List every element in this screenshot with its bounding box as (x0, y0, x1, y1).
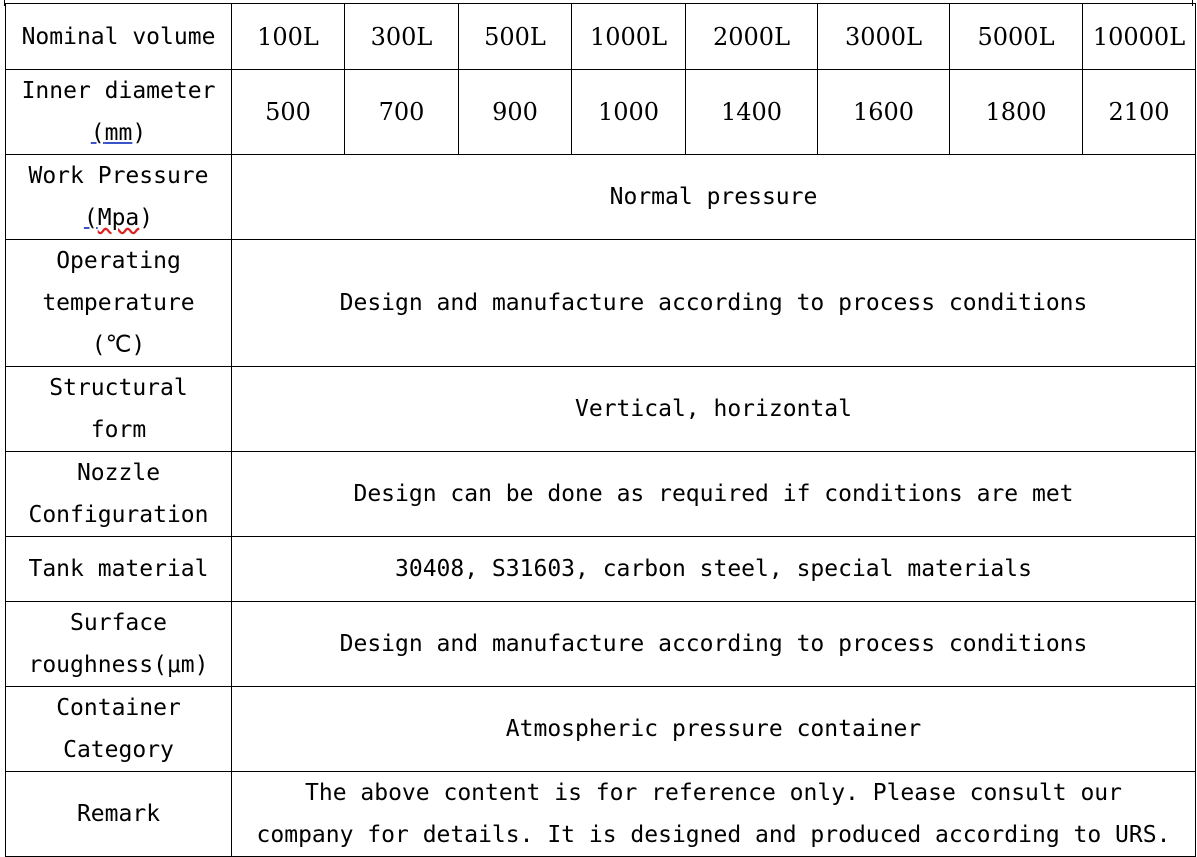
row-work-pressure (6, 155, 1196, 240)
row-surface-roughness (6, 602, 1196, 687)
volume-cell: 5000L (950, 4, 1083, 70)
value-surface-roughness: Design and manufacture according to process conditions (232, 602, 1196, 687)
volume-cell: 2000L (686, 4, 818, 70)
volume-cell: 100L (232, 4, 345, 70)
volume-cell: 1000L (572, 4, 686, 70)
label-work-pressure: Work Pressure (Mpa) (6, 155, 232, 240)
diameter-cell: 1400 (686, 70, 818, 155)
volume-cell: 300L (345, 4, 459, 70)
label-surface-roughness: Surface roughness(μm) (6, 602, 232, 687)
diameter-cell: 1600 (818, 70, 950, 155)
value-structural-form: Vertical, horizontal (232, 367, 1196, 452)
row-inner-diameter (6, 70, 1196, 155)
label-container-category: Container Category (6, 687, 232, 772)
row-tank-material (6, 537, 1196, 602)
diameter-cell: 900 (459, 70, 572, 155)
row-nominal-volume (6, 4, 1196, 70)
value-operating-temperature: Design and manufacture according to process conditions (232, 240, 1196, 367)
diameter-cell: 1000 (572, 70, 686, 155)
label-nozzle-configuration: Nozzle Configuration (6, 452, 232, 537)
value-container-category: Atmospheric pressure container (232, 687, 1196, 772)
label-operating-temperature: Operating temperature (℃) (6, 240, 232, 367)
value-work-pressure: Normal pressure (232, 155, 1196, 240)
diameter-cell: 1800 (950, 70, 1083, 155)
label-structural-form: Structural form (6, 367, 232, 452)
volume-cell: 500L (459, 4, 572, 70)
diameter-cell: 2100 (1083, 70, 1196, 155)
row-operating-temperature (6, 240, 1196, 367)
value-nozzle-configuration: Design can be done as required if conditions are met (232, 452, 1196, 537)
row-nozzle-configuration (6, 452, 1196, 537)
row-structural-form (6, 367, 1196, 452)
label-inner-diameter: Inner diameter (mm) (6, 70, 232, 155)
row-remark (6, 772, 1196, 857)
label-tank-material: Tank material (6, 537, 232, 602)
label-remark: Remark (6, 772, 232, 857)
value-tank-material: 30408, S31603, carbon steel, special materials (232, 537, 1196, 602)
label-nominal-volume: Nominal volume (6, 4, 232, 70)
spec-table (5, 3, 1196, 857)
volume-cell: 3000L (818, 4, 950, 70)
diameter-cell: 700 (345, 70, 459, 155)
row-container-category (6, 687, 1196, 772)
value-remark: The above content is for reference only. Please consult our company for details. It is designed and produced according to URS. (232, 772, 1196, 857)
volume-cell: 10000L (1083, 4, 1196, 70)
diameter-cell: 500 (232, 70, 345, 155)
